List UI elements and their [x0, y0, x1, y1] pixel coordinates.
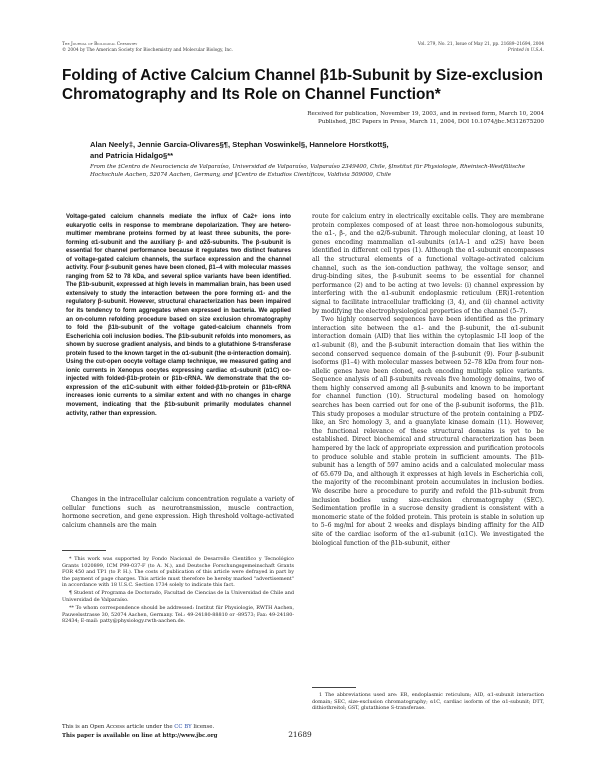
- right-paragraph-1: route for calcium entry in electrically excitable cells. They are membrane protein complexes composed of at least three non-homologous subunits, the α1-, β-, and the α2/δ-subunit. Through molecular cloning, at least 10 genes encoding mammalian α1-subunits (α1A–1 and α2S) have been identified in different cell types (1). Although the α1-subunit encompasses all the structural elements of a functional voltage-activated calcium channel, such as the ion-conduction pathway, the voltage sensor, and drug-binding sites, the β-subunit seems to be essential for channel performance (2) and to be acting at two levels: (i) channel expression by interfering with the α1-subunit endoplasmic reticulum (ER)1-retention signal to facilitate intracellular trafficking (3, 4), and (ii) channel activity by modifying the electrophysiological properties of the channel (5–7).: [312, 213, 544, 315]
- open-access-prefix: This is an Open Access article under the: [62, 724, 173, 730]
- online-availability: This paper is available on line at http://www.jbc.org: [62, 733, 218, 739]
- copyright-line: © 2004 by The American Society for Biochemistry and Molecular Biology, Inc.: [62, 48, 233, 53]
- received-line: Received for publication, November 19, 2003, and in revised form, March 10, 2004: [307, 111, 544, 117]
- funding-footnote: * This work was supported by Fondo Nacional de Desarrollo Científico y Tecnológico Grants 1020899, ICM P99-037-F (to A. N.), and Deutsche Forschungsgemeinschaft Grants FOR 450 and TP1 (to P. H.). The costs of publication of this article were defrayed in part by the payment of page charges. This article must therefore be hereby marked "advertisement" in accordance with 18 U.S.C. Section 1734 solely to indicate this fact.: [62, 556, 294, 589]
- authors-line-1: Alan Neely‡, Jennie Garcia-Olivares§¶, Stephan Voswinkel§, Hannelore Horstkott§,: [90, 140, 389, 149]
- printed-line: Printed in U.S.A.: [507, 48, 544, 53]
- affiliations: From the ‡Centro de Neurociencia de Valparaíso, Universidad de Valparaíso, Valparaíso 2349400, Chile, §Institut für Physiologie, Rheinisch-Westfälische Hochschule Aachen, 52074 Aachen, Germany, and ‖Centro de Estudios Científicos, Valdivia 509000, Chile: [90, 164, 525, 178]
- publication-dates: [200, 110, 544, 126]
- open-access-note: [62, 723, 302, 731]
- published-line: Published, JBC Papers in Press, March 11, 2004, DOI 10.1074/jbc.M312675200: [317, 119, 544, 125]
- right-paragraph-2: Two highly conserved sequences have been identified as the primary interaction site between the α1- and the β-subunit, the α1-subunit interaction domain (AID) that lies within the cytoplasmic I-II loop of the α1-subunit (8), and the β-subunit interaction domain that lies within the second conserved sequence domain of the β-subunit (9). Four β-subunit isoforms (β1–4) with molecular masses between 52–78 kDa from four non-allelic genes have been cloned, each encoding multiple splice variants. Sequence analysis of all β-subunits reveals five homology domains, two of them highly conserved among all β-subunits and known to be important for channel function (10). Structural modeling based on homology searches has been carried out for one of the β-subunit isoforms, the β1b. This study proposes a modular structure of the protein containing a PDZ-like, an Src homology 3, and a guanylate kinase domain (11). However, the functional relevance of these structural domains is yet to be established. Direct biochemical and structural characterization has been hampered by the lack of appropriate expression and purification protocols to produce soluble and stable protein in sufficient amounts. The β1b-subunit has a length of 597 amino acids and a calculated molecular mass of 65.679 Da, and although it expresses at high levels in Escherichia coli, the majority of the recombinant protein accumulates in inclusion bodies. We describe here a procedure to purify and refold the β1b-subunit from inclusion bodies using size-exclusion chromatography (SEC). Sedimentation profile in a sucrose density gradient is consistent with a monomeric state of the folded protein. This protein is stable in solution up to 5–6 mg/ml for about 2 weeks and displays binding affinity for the AID site of the cardiac isoform of the α1-subunit (α1C). We investigated the biological function of the β1b-subunit, either: [312, 316, 544, 547]
- abbreviations-footnote: [312, 692, 544, 713]
- right-body: [312, 213, 544, 548]
- footnote-rule: [62, 550, 106, 551]
- abbreviations-text: 1 The abbreviations used are: ER, endoplasmic reticulum; AID, α1-subunit interaction domain; SEC, size-exclusion chromatography; α1C, cardiac isoform of the α1-subunit; DTT, dithiothreitol; GST, glutathione S-transferase.: [312, 692, 544, 712]
- issue-header: [330, 42, 544, 54]
- right-footnote-rule: [312, 687, 356, 688]
- journal-header: [62, 42, 302, 54]
- article-title: Folding of Active Calcium Channel β1b-Subunit by Size-exclusion Chromatography and Its Role on Channel Function*: [62, 67, 543, 103]
- authors-line-2: and Patricia Hidalgo§**: [90, 151, 174, 160]
- open-access-suffix: license.: [193, 724, 215, 730]
- student-footnote: ¶ Student of Programa de Doctorado, Facultad de Ciencias de la Universidad de Chile and Universidad de Valparaíso.: [62, 590, 294, 604]
- abstract: Voltage-gated calcium channels mediate the influx of Ca2+ ions into eukaryotic cells in response to membrane depolarization. They are hetero-multimer membrane proteins formed by at least three subunits, the pore-forming α1-subunit and the auxiliary β- and α2δ-subunits. The β-subunit is essential for channel performance because it regulates two distinct features of voltage-gated calcium channels, the surface expression and the channel activity. Four β-subunit genes have been cloned, β1–4 with molecular masses ranging from 52 to 78 kDa, and several splice variants have been identified. The β1b-subunit, expressed at high levels in mammalian brain, has been used extensively to study the interaction between the pore forming α1- and the regulatory β-subunit. However, structural characterization has been impaired for its tendency to form aggregates when expressed in bacteria. We applied an on-column refolding procedure based on size exclusion chromatography to fold the β1b-subunit of the voltage gated-calcium channels from Escherichia coli inclusion bodies. The β1b-subunit refolds into monomers, as shown by sucrose gradient analysis, and binds to a glutathione S-transferase protein fused to the known target in the α1-subunit (the α-interaction domain). Using the cut-open oocyte voltage clamp technique, we measured gating and ionic currents in Xenopus oocytes expressing cardiac α1-subunit (α1C) co-injected with folded-β1b-protein or β1b-cRNA. We demonstrate that the co-expression of the α1C-subunit with either folded-β1b-protein or β1b-cRNA increases ionic currents to a similar extent and with no changes in charge movement, indicating that the β1b-subunit primarily modulates channel activity, rather than expression.: [66, 214, 291, 417]
- author-list: [90, 139, 550, 161]
- cc-by-link[interactable]: CC BY: [174, 724, 192, 730]
- correspondence-footnote: ** To whom correspondence should be addressed: Institut für Physiologie, RWTH Aachen, Pauwelsstrasse 30, 52074 Aachen, Germany. Tel.: 49-24180-88810 or -89573; Fax: 49-24180-82434; E-mail: patty@physiology.rwth-aachen.de.: [62, 605, 294, 625]
- volume-line: Vol. 279, No. 21, Issue of May 21, pp. 21689–21694, 2004: [417, 42, 544, 47]
- footnotes: [62, 556, 294, 626]
- intro-paragraph: Changes in the intracellular calcium concentration regulate a variety of cellular functions such as neurotransmission, muscle contraction, hormone secretion, and gene expression. High threshold voltage-activated calcium channels are the main: [62, 496, 294, 529]
- left-body: [62, 496, 294, 530]
- page-number: 21689: [288, 730, 312, 739]
- journal-name: The Journal of Biological Chemistry: [62, 42, 138, 47]
